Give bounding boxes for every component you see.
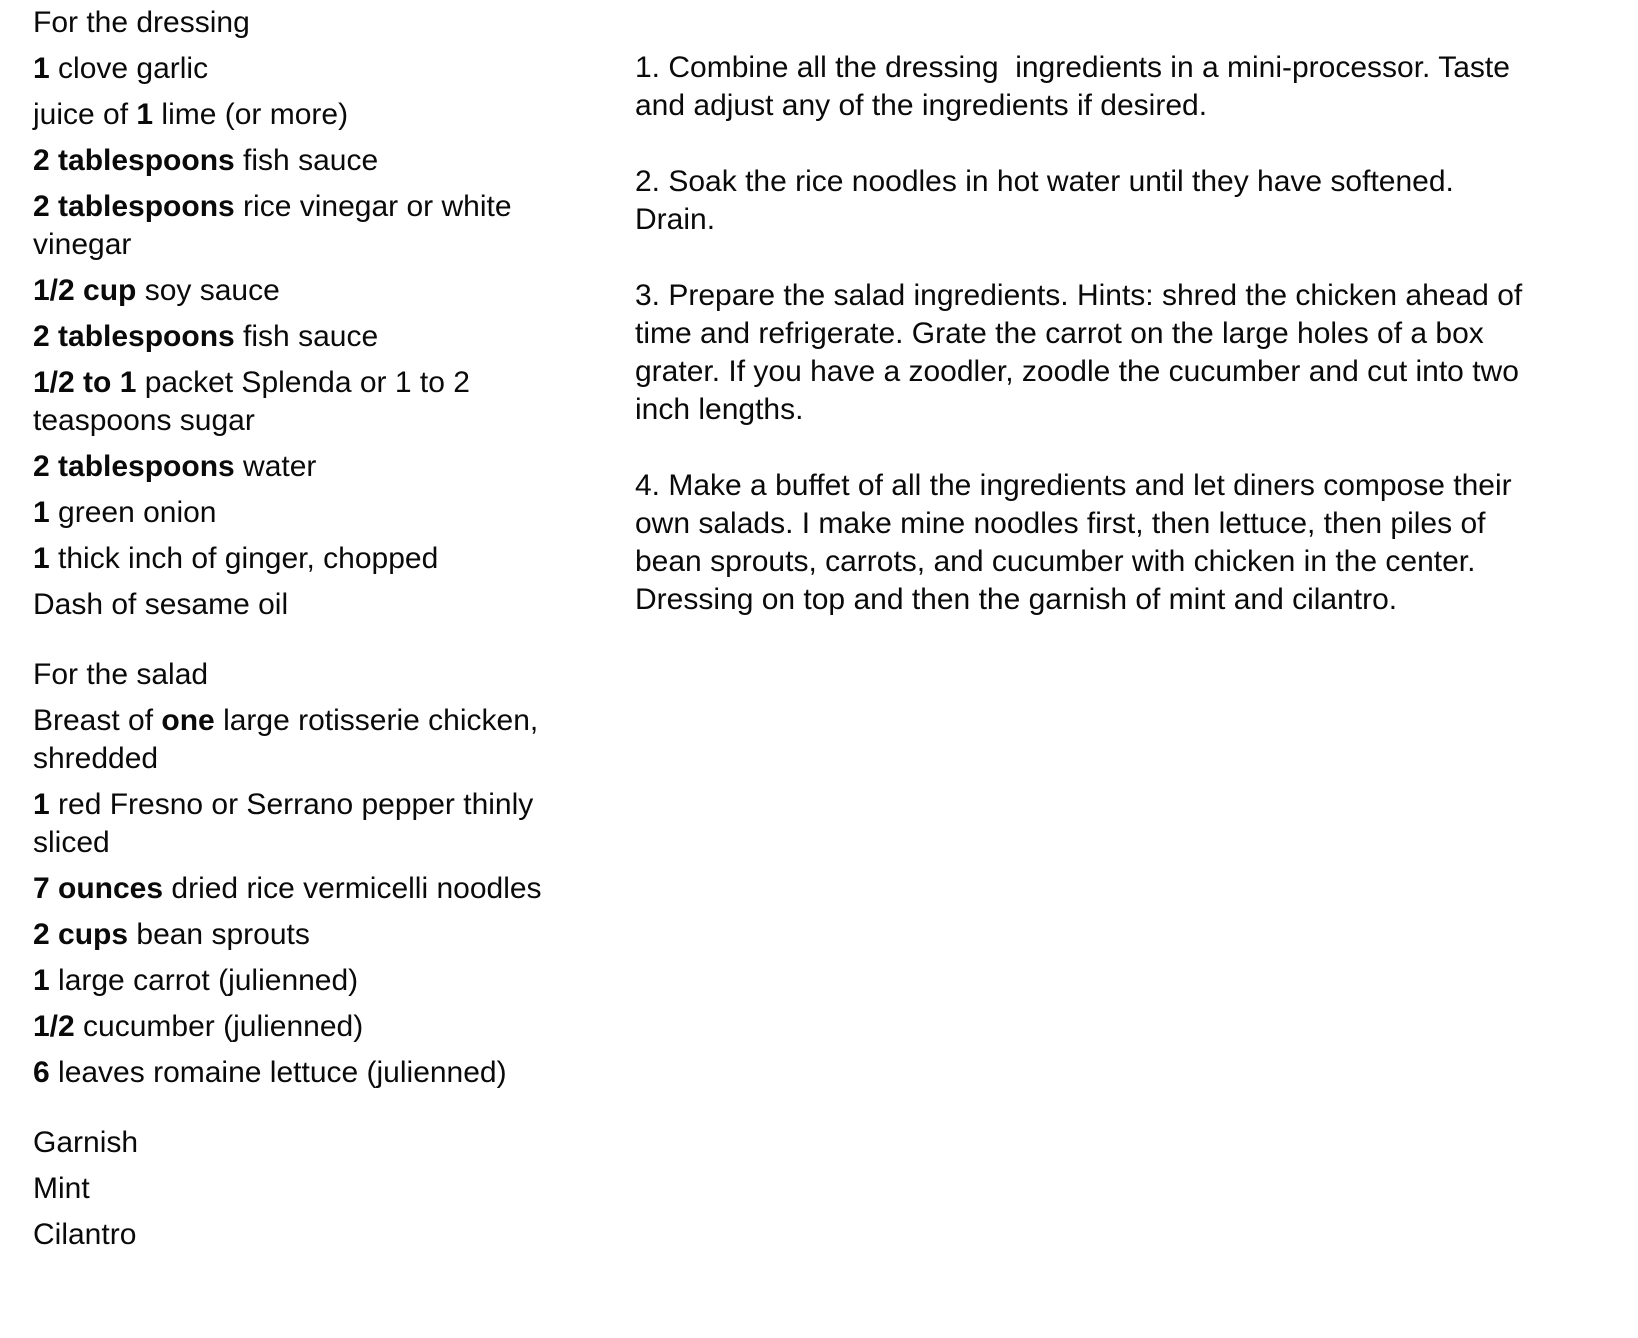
ingredient-text: fish sauce [234,320,379,353]
ingredient-section [33,4,605,624]
ingredient-quantity: 1 [33,542,50,575]
ingredient-item [33,1170,605,1208]
ingredient-item [33,448,605,486]
ingredient-text: thick inch of ginger, chopped [49,542,439,575]
ingredient-text: green onion [49,496,217,529]
ingredient-quantity: 1/2 [33,1010,75,1043]
section-title: For the salad [33,658,209,691]
ingredient-quantity: 1 [33,496,50,529]
instruction-step: 3. Prepare the salad ingredients. Hints: shred the chicken ahead of time and refrigerate. Grate the carrot on the large holes of a box grater. If you have a zoodler, zoodle the cucumber and cut into two inch lengths. [635,279,1531,426]
ingredient-text: dried rice vermicelli noodles [163,872,542,905]
ingredient-section [33,656,605,1092]
ingredient-text: bean sprouts [128,918,310,951]
ingredient-item [33,318,605,356]
ingredient-quantity: 2 tablespoons [33,190,235,223]
ingredient-text: large rotisserie chicken, shredded [33,704,539,775]
ingredient-text: Mint [33,1172,90,1205]
ingredient-quantity: 2 cups [33,918,129,951]
ingredient-item [33,1008,605,1046]
ingredient-quantity: 7 ounces [33,872,164,905]
ingredient-text: Cilantro [33,1218,137,1251]
ingredient-text: leaves romaine lettuce (julienned) [49,1056,507,1089]
ingredient-text: packet Splenda or 1 to 2 teaspoons sugar [33,366,470,437]
ingredient-section [33,1124,605,1254]
ingredient-text: water [234,450,317,483]
ingredient-item [33,870,605,908]
ingredient-quantity: 1/2 to 1 [33,366,137,399]
ingredient-item [33,1054,605,1092]
ingredient-text: soy sauce [136,274,280,307]
instruction-step: 1. Combine all the dressing ingredients in a mini-processor. Taste and adjust any of the ingredients if desired. [635,51,1519,122]
ingredient-item [33,96,605,134]
ingredient-quantity: 1 [33,52,50,85]
ingredient-quantity: 1 [33,964,50,997]
ingredient-item [33,1216,605,1254]
ingredients-column [33,4,605,1254]
ingredient-item [33,188,605,264]
ingredient-text: clove garlic [49,52,209,85]
ingredient-item [33,916,605,954]
ingredient-item [33,786,605,862]
ingredient-item [33,586,605,624]
ingredient-item [33,364,605,440]
ingredient-quantity: 6 [33,1056,50,1089]
instruction-step: 2. Soak the rice noodles in hot water until they have softened. Drain. [635,165,1463,236]
ingredient-quantity: 1 [136,98,154,131]
ingredient-text: rice vinegar or white vinegar [33,190,512,261]
section-title: For the dressing [33,6,250,39]
ingredient-text: fish sauce [234,144,379,177]
ingredient-quantity: 1 [33,788,50,821]
ingredient-text: lime (or more) [153,98,349,131]
ingredient-quantity: 2 tablespoons [33,144,235,177]
ingredient-text: red Fresno or Serrano pepper thinly sliced [33,788,534,859]
ingredient-item [33,50,605,88]
instructions-column [635,4,1540,619]
ingredient-quantity: 1/2 cup [33,274,137,307]
ingredient-item [33,142,605,180]
ingredient-item [33,494,605,532]
recipe-page [33,4,1638,1254]
ingredient-text: juice of [33,98,137,131]
ingredient-item [33,702,605,778]
instruction-step: 4. Make a buffet of all the ingredients and let diners compose their own salads. I make mine noodles first, then lettuce, then piles of bean sprouts, carrots, and cucumber with chicken in the center. Dressing on top and then the garnish of mint and cilantro. [635,469,1520,616]
ingredient-item [33,962,605,1000]
section-title: Garnish [33,1126,139,1159]
ingredient-text: Breast of [33,704,162,737]
ingredient-quantity: 2 tablespoons [33,320,235,353]
ingredient-text: cucumber (julienned) [74,1010,364,1043]
ingredient-text: Dash of sesame oil [33,588,289,621]
ingredient-item [33,272,605,310]
ingredient-quantity: one [161,704,215,737]
ingredient-quantity: 2 tablespoons [33,450,235,483]
ingredient-text: large carrot (julienned) [49,964,359,997]
ingredient-item [33,540,605,578]
